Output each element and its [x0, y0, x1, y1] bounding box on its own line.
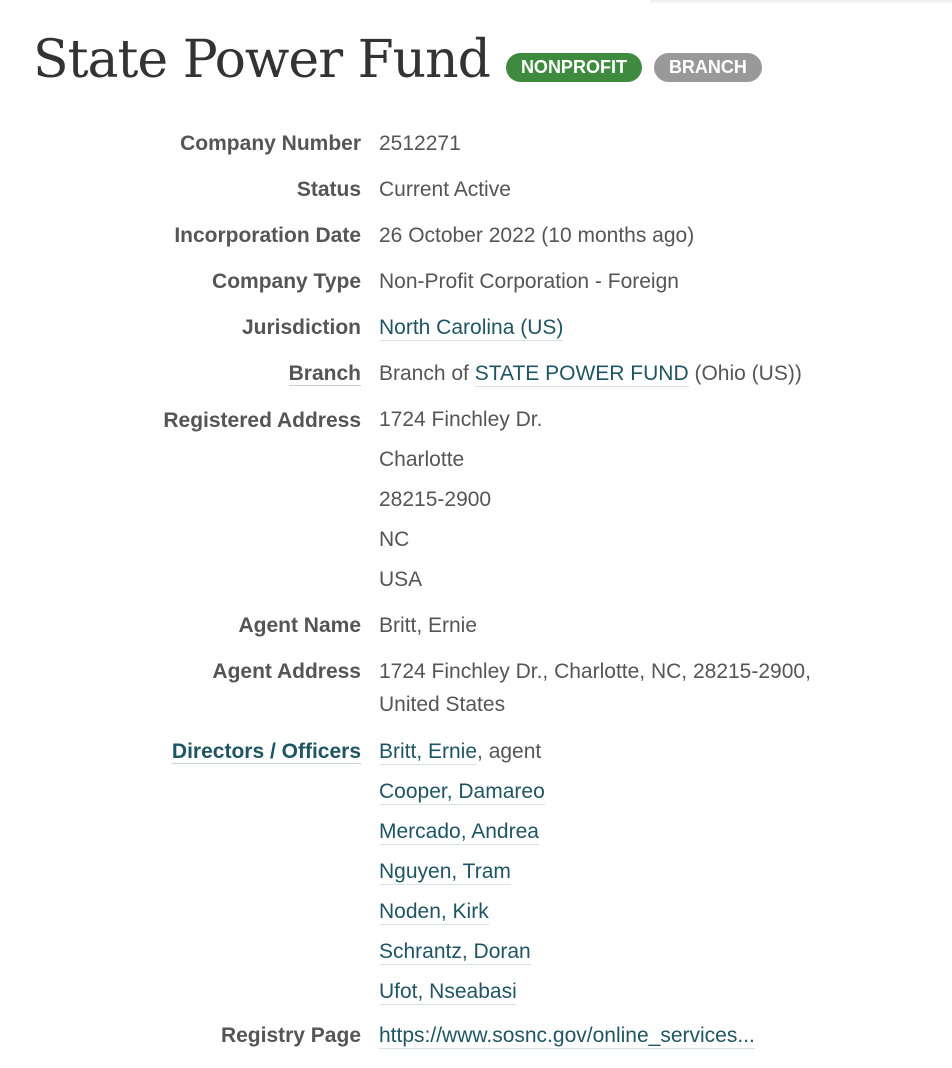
- company-number-value: 2512271: [379, 132, 461, 155]
- directors-officers-link[interactable]: Directors / Officers: [171, 740, 361, 763]
- officer-link[interactable]: Ufot, Nseabasi: [379, 980, 517, 1003]
- status-row: [0, 170, 952, 216]
- branch-label[interactable]: Branch: [288, 362, 361, 385]
- agent-address-line-2: United States: [379, 693, 506, 716]
- company-type-value: Non-Profit Corporation - Foreign: [379, 270, 679, 293]
- registered-address-value: [361, 400, 931, 600]
- parent-company-link[interactable]: STATE POWER FUND: [474, 362, 689, 385]
- incorporation-date-label: Incorporation Date: [174, 224, 361, 247]
- directors-officers-row: [0, 732, 952, 1016]
- agent-name-value: Britt, Ernie: [379, 614, 478, 637]
- agent-name-label: Agent Name: [238, 614, 361, 637]
- status-label: Status: [296, 178, 361, 201]
- jurisdiction-link[interactable]: North Carolina (US): [379, 316, 564, 339]
- list-item: [379, 972, 931, 1012]
- list-item: [379, 812, 931, 852]
- company-details: [0, 124, 952, 1062]
- jurisdiction-row: [0, 308, 952, 354]
- registry-page-label: Registry Page: [220, 1024, 361, 1047]
- directors-officers-list: [361, 732, 931, 1012]
- company-type-label: Company Type: [212, 270, 361, 293]
- top-shadow: [650, 0, 952, 4]
- agent-address-line-1: 1724 Finchley Dr., Charlotte, NC, 28215-2900,: [379, 660, 811, 683]
- officer-link[interactable]: Schrantz, Doran: [379, 940, 531, 963]
- registry-page-row: [0, 1016, 952, 1062]
- company-header: [33, 28, 762, 92]
- address-country: USA: [379, 568, 423, 591]
- agent-address-value: [361, 652, 931, 721]
- officer-link[interactable]: Cooper, Damareo: [379, 780, 545, 803]
- officer-link[interactable]: Britt, Ernie: [379, 740, 478, 763]
- company-number-row: [0, 124, 952, 170]
- list-item: [379, 772, 931, 812]
- directors-officers-label-wrap: [0, 732, 361, 772]
- list-item: [379, 852, 931, 892]
- branch-prefix: Branch of: [379, 362, 469, 385]
- list-item: [379, 732, 931, 772]
- address-city: Charlotte: [379, 448, 465, 471]
- incorporation-date-row: [0, 216, 952, 262]
- registry-page-value: [361, 1016, 931, 1056]
- registered-address-label: Registered Address: [163, 409, 361, 432]
- incorporation-date-value: 26 October 2022 (10 months ago): [379, 224, 695, 247]
- address-street: 1724 Finchley Dr.: [379, 408, 543, 431]
- address-region: NC: [379, 528, 410, 551]
- company-type-row: [0, 262, 952, 308]
- registry-page-link[interactable]: https://www.sosnc.gov/online_services...: [379, 1024, 755, 1047]
- branch-badge: BRANCH: [654, 53, 762, 82]
- officer-link[interactable]: Nguyen, Tram: [379, 860, 511, 883]
- page-title: State Power Fund: [33, 30, 490, 90]
- company-number-label: Company Number: [180, 132, 361, 155]
- list-item: [379, 932, 931, 972]
- registered-address-row: [0, 400, 952, 606]
- branch-label-wrap: [0, 354, 361, 394]
- branch-row: [0, 354, 952, 400]
- nonprofit-badge: NONPROFIT: [506, 53, 642, 82]
- officer-role: , agent: [477, 740, 542, 763]
- agent-address-label: Agent Address: [212, 660, 361, 683]
- jurisdiction-label: Jurisdiction: [241, 316, 361, 339]
- officer-link[interactable]: Mercado, Andrea: [379, 820, 539, 843]
- status-value: Current Active: [379, 178, 511, 201]
- list-item: [379, 892, 931, 932]
- jurisdiction-value: [361, 308, 931, 348]
- officer-link[interactable]: Noden, Kirk: [379, 900, 489, 923]
- branch-value: [361, 354, 931, 394]
- agent-name-row: [0, 606, 952, 652]
- branch-suffix: (Ohio (US)): [694, 362, 802, 385]
- address-postcode: 28215-2900: [379, 488, 492, 511]
- agent-address-row: [0, 652, 952, 732]
